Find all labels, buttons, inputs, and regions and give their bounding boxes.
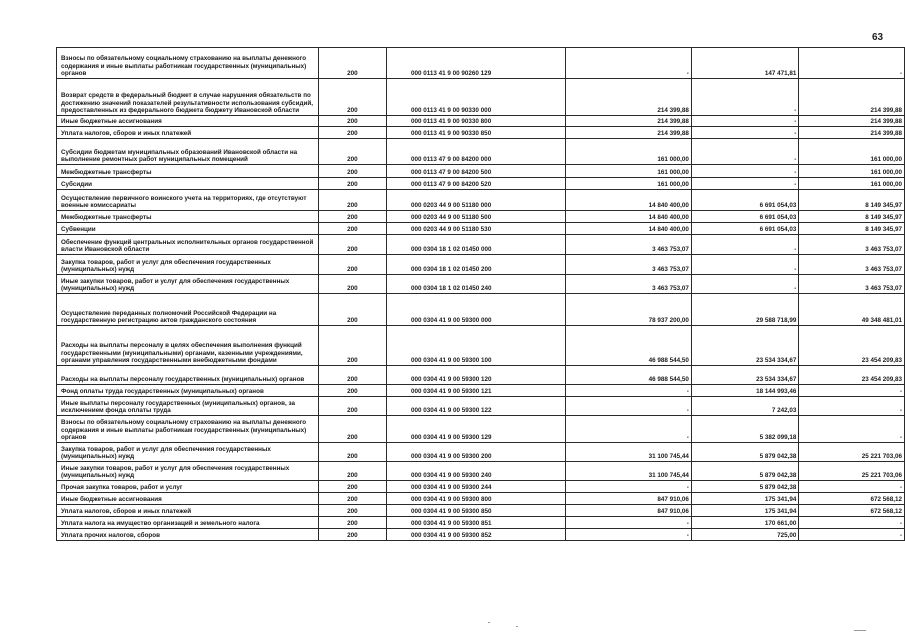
row-approved-amount: 161 000,00: [565, 178, 691, 190]
row-executed-amount: 7 242,03: [691, 397, 798, 416]
row-budget-class-code: 000 0304 41 9 00 59300 129: [387, 416, 566, 443]
row-line-code: 200: [318, 178, 386, 190]
row-line-code: 200: [318, 79, 386, 116]
table-row: [57, 366, 905, 385]
row-line-code: 200: [318, 416, 386, 443]
row-unexecuted-amount: 672 568,12: [799, 505, 905, 517]
row-unexecuted-amount: -: [799, 397, 905, 416]
row-unexecuted-amount: -: [799, 529, 905, 541]
row-unexecuted-amount: -: [799, 481, 905, 493]
row-line-code: 200: [318, 294, 386, 326]
row-executed-amount: -: [691, 275, 798, 294]
row-line-code: 200: [318, 385, 386, 397]
row-line-code: 200: [318, 481, 386, 493]
row-approved-amount: 46 988 544,50: [565, 366, 691, 385]
row-budget-class-code: 000 0304 41 9 00 59300 800: [387, 493, 566, 505]
row-unexecuted-amount: 25 221 703,06: [799, 462, 905, 481]
row-name: Осуществление первичного воинского учета на территориях, где отсутствуют военные комиссариаты: [57, 190, 319, 211]
row-approved-amount: 46 988 544,50: [565, 326, 691, 366]
row-executed-amount: 170 661,00: [691, 517, 798, 529]
row-unexecuted-amount: 23 454 209,83: [799, 366, 905, 385]
table-row: [57, 116, 905, 127]
row-executed-amount: 5 382 099,18: [691, 416, 798, 443]
row-executed-amount: 725,00: [691, 529, 798, 541]
table-row: [57, 255, 905, 275]
scan-speck: [854, 630, 866, 631]
row-name: Возврат средств в федеральный бюджет в случае нарушения обязательств по достижению значений показателей результативности использования субсидий, предоставленных из федерального бюджета бюджету Ивановской области: [57, 79, 319, 116]
row-executed-amount: 175 341,94: [691, 493, 798, 505]
table-row: [57, 190, 905, 211]
row-approved-amount: 161 000,00: [565, 165, 691, 178]
row-budget-class-code: 000 0304 41 9 00 59300 850: [387, 505, 566, 517]
row-name: Субсидии бюджетам муниципальных образований Ивановской области на выполнение ремонтных работ муниципальных помещений: [57, 139, 319, 165]
row-unexecuted-amount: 25 221 703,06: [799, 443, 905, 462]
page-number: 63: [872, 32, 884, 43]
row-unexecuted-amount: 3 463 753,07: [799, 235, 905, 255]
row-name: Взносы по обязательному социальному страхованию на выплаты денежного содержания и иные выплаты работникам государственных (муниципальных) органов: [57, 416, 319, 443]
row-executed-amount: 5 879 042,38: [691, 443, 798, 462]
row-budget-class-code: 000 0113 41 9 00 90330 800: [387, 116, 566, 127]
row-name: Иные закупки товаров, работ и услуг для обеспечения государственных (муниципальных) нужд: [57, 275, 319, 294]
table-row: [57, 79, 905, 116]
row-executed-amount: -: [691, 165, 798, 178]
row-executed-amount: 6 691 054,03: [691, 190, 798, 211]
table-row: [57, 165, 905, 178]
table-row: [57, 462, 905, 481]
row-approved-amount: 31 100 745,44: [565, 443, 691, 462]
row-unexecuted-amount: 161 000,00: [799, 139, 905, 165]
table-row: [57, 139, 905, 165]
row-approved-amount: 14 840 400,00: [565, 223, 691, 235]
row-name: Межбюджетные трансферты: [57, 165, 319, 178]
row-unexecuted-amount: 3 463 753,07: [799, 255, 905, 275]
row-line-code: 200: [318, 139, 386, 165]
row-approved-amount: 3 463 753,07: [565, 255, 691, 275]
row-name: Расходы на выплаты персоналу в целях обеспечения выполнения функций государственными (муниципальными) органами, казенными учреждениями, органами управления государственными внебюджетными фондами: [57, 326, 319, 366]
row-line-code: 200: [318, 275, 386, 294]
row-name: Уплата прочих налогов, сборов: [57, 529, 319, 541]
row-line-code: 200: [318, 116, 386, 127]
row-unexecuted-amount: -: [799, 385, 905, 397]
row-executed-amount: -: [691, 116, 798, 127]
row-executed-amount: -: [691, 127, 798, 139]
row-name: Расходы на выплаты персоналу государственных (муниципальных) органов: [57, 366, 319, 385]
row-line-code: 200: [318, 397, 386, 416]
row-approved-amount: 14 840 400,00: [565, 211, 691, 223]
row-unexecuted-amount: 672 568,12: [799, 493, 905, 505]
row-name: Уплата налогов, сборов и иных платежей: [57, 127, 319, 139]
row-unexecuted-amount: 8 149 345,97: [799, 190, 905, 211]
table-row: [57, 48, 905, 79]
row-executed-amount: 5 879 042,38: [691, 481, 798, 493]
row-executed-amount: 5 879 042,38: [691, 462, 798, 481]
row-approved-amount: 161 000,00: [565, 139, 691, 165]
row-executed-amount: -: [691, 255, 798, 275]
row-approved-amount: -: [565, 397, 691, 416]
row-executed-amount: -: [691, 79, 798, 116]
row-name: Фонд оплаты труда государственных (муниципальных) органов: [57, 385, 319, 397]
row-line-code: 200: [318, 505, 386, 517]
row-line-code: 200: [318, 48, 386, 79]
row-approved-amount: 214 399,88: [565, 127, 691, 139]
row-name: Субвенции: [57, 223, 319, 235]
row-budget-class-code: 000 0203 44 9 00 51180 000: [387, 190, 566, 211]
row-line-code: 200: [318, 235, 386, 255]
row-name: Уплата налогов, сборов и иных платежей: [57, 505, 319, 517]
row-line-code: 200: [318, 190, 386, 211]
row-name: Закупка товаров, работ и услуг для обеспечения государственных (муниципальных) нужд: [57, 443, 319, 462]
row-budget-class-code: 000 0113 47 9 00 84200 520: [387, 178, 566, 190]
row-line-code: 200: [318, 127, 386, 139]
row-line-code: 200: [318, 223, 386, 235]
table-row: [57, 416, 905, 443]
table-row: [57, 529, 905, 541]
row-executed-amount: 175 341,94: [691, 505, 798, 517]
row-budget-class-code: 000 0113 47 9 00 84200 000: [387, 139, 566, 165]
row-name: Иные бюджетные ассигнования: [57, 493, 319, 505]
table-row: [57, 178, 905, 190]
row-name: Взносы по обязательному социальному страхованию на выплаты денежного содержания и иные выплаты работникам государственных (муниципальных) органов: [57, 48, 319, 79]
row-line-code: 200: [318, 211, 386, 223]
table-row: [57, 397, 905, 416]
row-name: Закупка товаров, работ и услуг для обеспечения государственных (муниципальных) нужд: [57, 255, 319, 275]
table-row: [57, 493, 905, 505]
row-name: Осуществление переданных полномочий Российской Федерации на государственную регистрацию актов гражданского состояния: [57, 294, 319, 326]
row-approved-amount: 214 399,88: [565, 116, 691, 127]
row-approved-amount: 3 463 753,07: [565, 235, 691, 255]
table-row: [57, 481, 905, 493]
row-unexecuted-amount: 8 149 345,97: [799, 211, 905, 223]
row-approved-amount: -: [565, 48, 691, 79]
row-approved-amount: 847 910,06: [565, 493, 691, 505]
row-budget-class-code: 000 0113 41 9 00 90330 000: [387, 79, 566, 116]
row-budget-class-code: 000 0113 41 9 00 90330 850: [387, 127, 566, 139]
row-approved-amount: -: [565, 385, 691, 397]
row-executed-amount: -: [691, 139, 798, 165]
row-unexecuted-amount: 161 000,00: [799, 178, 905, 190]
row-executed-amount: 23 534 334,67: [691, 366, 798, 385]
row-budget-class-code: 000 0304 41 9 00 59300 240: [387, 462, 566, 481]
row-approved-amount: 847 910,06: [565, 505, 691, 517]
row-executed-amount: 147 471,81: [691, 48, 798, 79]
row-approved-amount: -: [565, 517, 691, 529]
row-unexecuted-amount: 3 463 753,07: [799, 275, 905, 294]
row-name: Субсидии: [57, 178, 319, 190]
row-executed-amount: 18 144 993,46: [691, 385, 798, 397]
row-unexecuted-amount: -: [799, 48, 905, 79]
row-unexecuted-amount: 214 399,88: [799, 79, 905, 116]
row-approved-amount: 14 840 400,00: [565, 190, 691, 211]
row-line-code: 200: [318, 493, 386, 505]
row-executed-amount: -: [691, 235, 798, 255]
row-name: Прочая закупка товаров, работ и услуг: [57, 481, 319, 493]
row-executed-amount: 6 691 054,03: [691, 223, 798, 235]
row-budget-class-code: 000 0304 41 9 00 59300 120: [387, 366, 566, 385]
row-unexecuted-amount: 23 454 209,83: [799, 326, 905, 366]
row-line-code: 200: [318, 517, 386, 529]
row-name: Иные бюджетные ассигнования: [57, 116, 319, 127]
row-budget-class-code: 000 0304 41 9 00 59300 100: [387, 326, 566, 366]
table-row: [57, 326, 905, 366]
row-unexecuted-amount: 214 399,88: [799, 127, 905, 139]
row-budget-class-code: 000 0304 41 9 00 59300 121: [387, 385, 566, 397]
row-executed-amount: -: [691, 178, 798, 190]
row-budget-class-code: 000 0304 18 1 02 01450 240: [387, 275, 566, 294]
row-name: Иные выплаты персоналу государственных (муниципальных) органов, за исключением фонда оплаты труда: [57, 397, 319, 416]
row-budget-class-code: 000 0304 18 1 02 01450 200: [387, 255, 566, 275]
row-approved-amount: -: [565, 529, 691, 541]
row-budget-class-code: 000 0304 18 1 02 01450 000: [387, 235, 566, 255]
row-unexecuted-amount: -: [799, 416, 905, 443]
table-row: [57, 127, 905, 139]
row-unexecuted-amount: -: [799, 517, 905, 529]
table-row: [57, 505, 905, 517]
row-unexecuted-amount: 161 000,00: [799, 165, 905, 178]
row-unexecuted-amount: 8 149 345,97: [799, 223, 905, 235]
row-budget-class-code: 000 0304 41 9 00 59300 200: [387, 443, 566, 462]
table-row: [57, 275, 905, 294]
row-approved-amount: 31 100 745,44: [565, 462, 691, 481]
table-row: [57, 517, 905, 529]
row-budget-class-code: 000 0304 41 9 00 59300 244: [387, 481, 566, 493]
table-row: [57, 385, 905, 397]
table-row: [57, 223, 905, 235]
table-body: [57, 48, 905, 541]
row-executed-amount: 6 691 054,03: [691, 211, 798, 223]
row-line-code: 200: [318, 326, 386, 366]
table-row: [57, 443, 905, 462]
row-budget-class-code: 000 0113 47 9 00 84200 500: [387, 165, 566, 178]
row-executed-amount: 23 534 334,67: [691, 326, 798, 366]
row-name: Обеспечение функций центральных исполнительных органов государственной власти Ивановской области: [57, 235, 319, 255]
row-unexecuted-amount: 214 399,88: [799, 116, 905, 127]
table-row: [57, 235, 905, 255]
row-name: Уплата налога на имущество организаций и земельного налога: [57, 517, 319, 529]
row-budget-class-code: 000 0304 41 9 00 59300 000: [387, 294, 566, 326]
table-row: [57, 211, 905, 223]
row-name: Иные закупки товаров, работ и услуг для обеспечения государственных (муниципальных) нужд: [57, 462, 319, 481]
row-line-code: 200: [318, 255, 386, 275]
row-line-code: 200: [318, 443, 386, 462]
row-budget-class-code: 000 0113 41 9 00 90260 129: [387, 48, 566, 79]
row-line-code: 200: [318, 529, 386, 541]
budget-execution-table: [56, 47, 905, 541]
row-line-code: 200: [318, 165, 386, 178]
scan-speck: [488, 622, 490, 623]
row-budget-class-code: 000 0304 41 9 00 59300 122: [387, 397, 566, 416]
row-name: Межбюджетные трансферты: [57, 211, 319, 223]
row-approved-amount: 78 937 200,00: [565, 294, 691, 326]
row-approved-amount: 214 399,88: [565, 79, 691, 116]
table-row: [57, 294, 905, 326]
row-approved-amount: -: [565, 481, 691, 493]
row-line-code: 200: [318, 366, 386, 385]
row-budget-class-code: 000 0304 41 9 00 59300 852: [387, 529, 566, 541]
row-approved-amount: 3 463 753,07: [565, 275, 691, 294]
row-line-code: 200: [318, 462, 386, 481]
row-approved-amount: -: [565, 416, 691, 443]
row-budget-class-code: 000 0304 41 9 00 59300 851: [387, 517, 566, 529]
row-executed-amount: 29 588 718,99: [691, 294, 798, 326]
row-budget-class-code: 000 0203 44 9 00 51180 500: [387, 211, 566, 223]
scan-speck: [516, 626, 518, 627]
row-budget-class-code: 000 0203 44 9 00 51180 530: [387, 223, 566, 235]
row-unexecuted-amount: 49 348 481,01: [799, 294, 905, 326]
